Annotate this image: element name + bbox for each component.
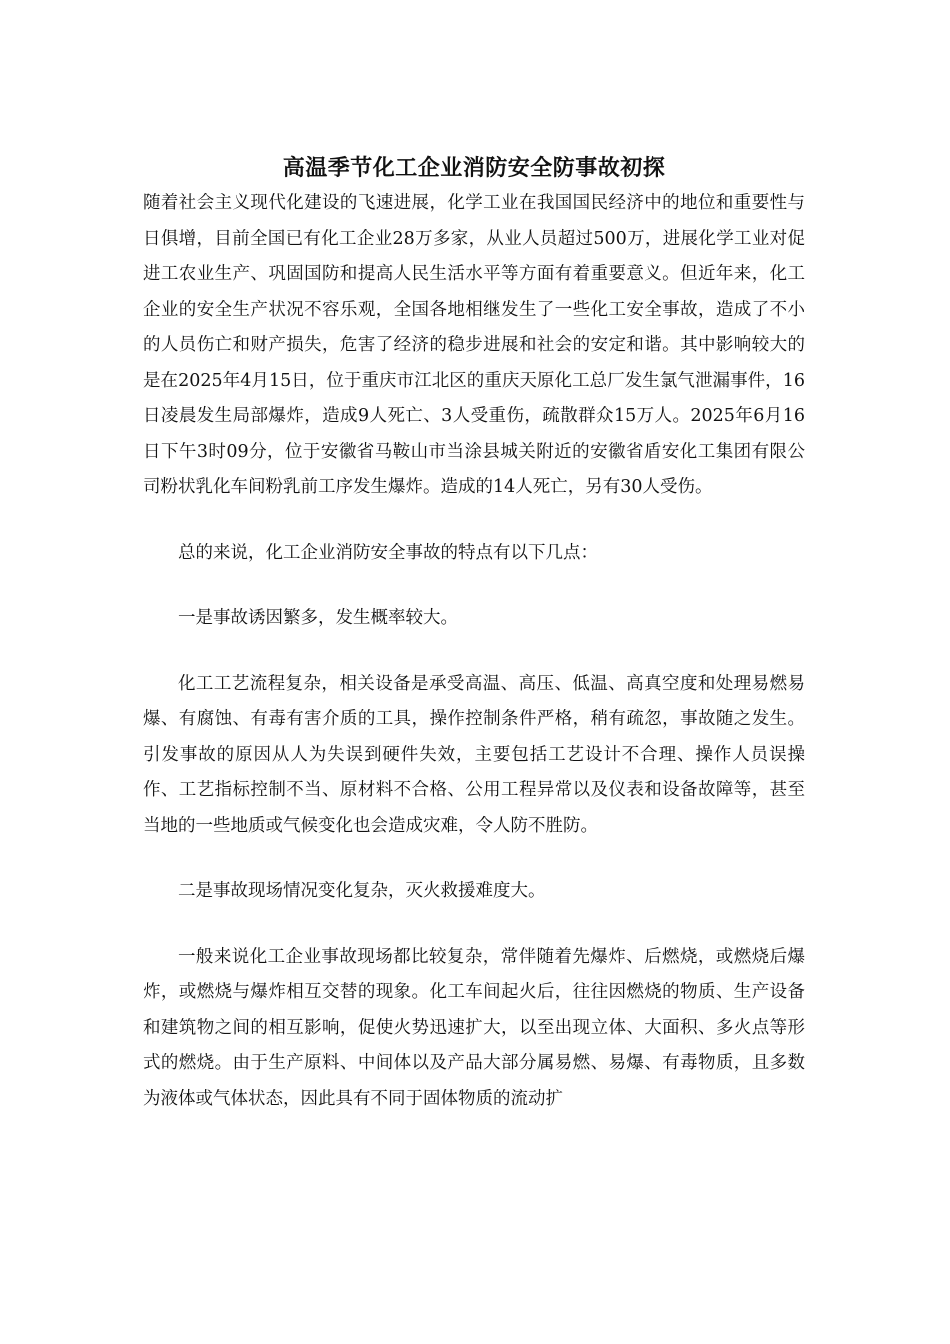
paragraph-spacer	[143, 844, 805, 874]
paragraph-spacer	[143, 637, 805, 667]
paragraph-intro: 随着社会主义现代化建设的飞速进展，化学工业在我国国民经济中的地位和重要性与日俱增，目前全国已有化工企业28万多家，从业人员超过500万，进展化学工业对促进工农业生产、巩固国防和提高人民生活水平等方面有着重要意义。但近年来，化工企业的安全生产状况不容乐观，全国各地相继发生了一些化工安全事故，造成了不小的人员伤亡和财产损失，危害了经济的稳步进展和社会的安定和谐。其中影响较大的是在2025年4月15日，位于重庆市江北区的重庆天原化工总厂发生氯气泄漏事件，16日凌晨发生局部爆炸，造成9人死亡、3人受重伤，疏散群众15万人。2025年6月16日下午3时09分，位于安徽省马鞍山市当涂县城关附近的安徽省盾安化工集团有限公司粉状乳化车间粉乳前工序发生爆炸。造成的14人死亡，另有30人受伤。	[143, 193, 805, 497]
paragraph-section-2: 一般来说化工企业事故现场都比较复杂，常伴随着先爆炸、后燃烧，或燃烧后爆炸，或燃烧与爆炸相互交替的现象。化工车间起火后，往往因燃烧的物质、生产设备和建筑物之间的相互影响，促使火势迅速扩大，以至出现立体、大面积、多火点等形式的燃烧。由于生产原料、中间体以及产品大部分属易燃、易爆、有毒物质，且多数为液体或气体状态，因此具有不同于固体物质的流动扩	[143, 946, 805, 1109]
document-body	[143, 150, 805, 1117]
section-heading-1: 一是事故诱因繁多，发生概率较大。	[178, 608, 458, 628]
paragraph-spacer	[143, 506, 805, 536]
paragraph-summary: 总的来说，化工企业消防安全事故的特点有以下几点：	[178, 542, 598, 563]
document-title: 高温季节化工企业消防安全防事故初探	[282, 155, 666, 181]
paragraph-section-1: 化工工艺流程复杂，相关设备是承受高温、高压、低温、高真空度和处理易燃易爆、有腐蚀、有毒有害介质的工具，操作控制条件严格，稍有疏忽，事故随之发生。引发事故的原因从人为失误到硬件失效，主要包括工艺设计不合理、操作人员误操作、工艺指标控制不当、原材料不合格、公用工程异常以及仪表和设备故障等，甚至当地的一些地质或气候变化也会造成灾难，令人防不胜防。	[143, 673, 805, 836]
paragraph-spacer	[143, 910, 805, 940]
paragraph-spacer	[143, 571, 805, 601]
section-heading-2: 二是事故现场情况变化复杂，灭火救援难度大。	[178, 881, 546, 901]
